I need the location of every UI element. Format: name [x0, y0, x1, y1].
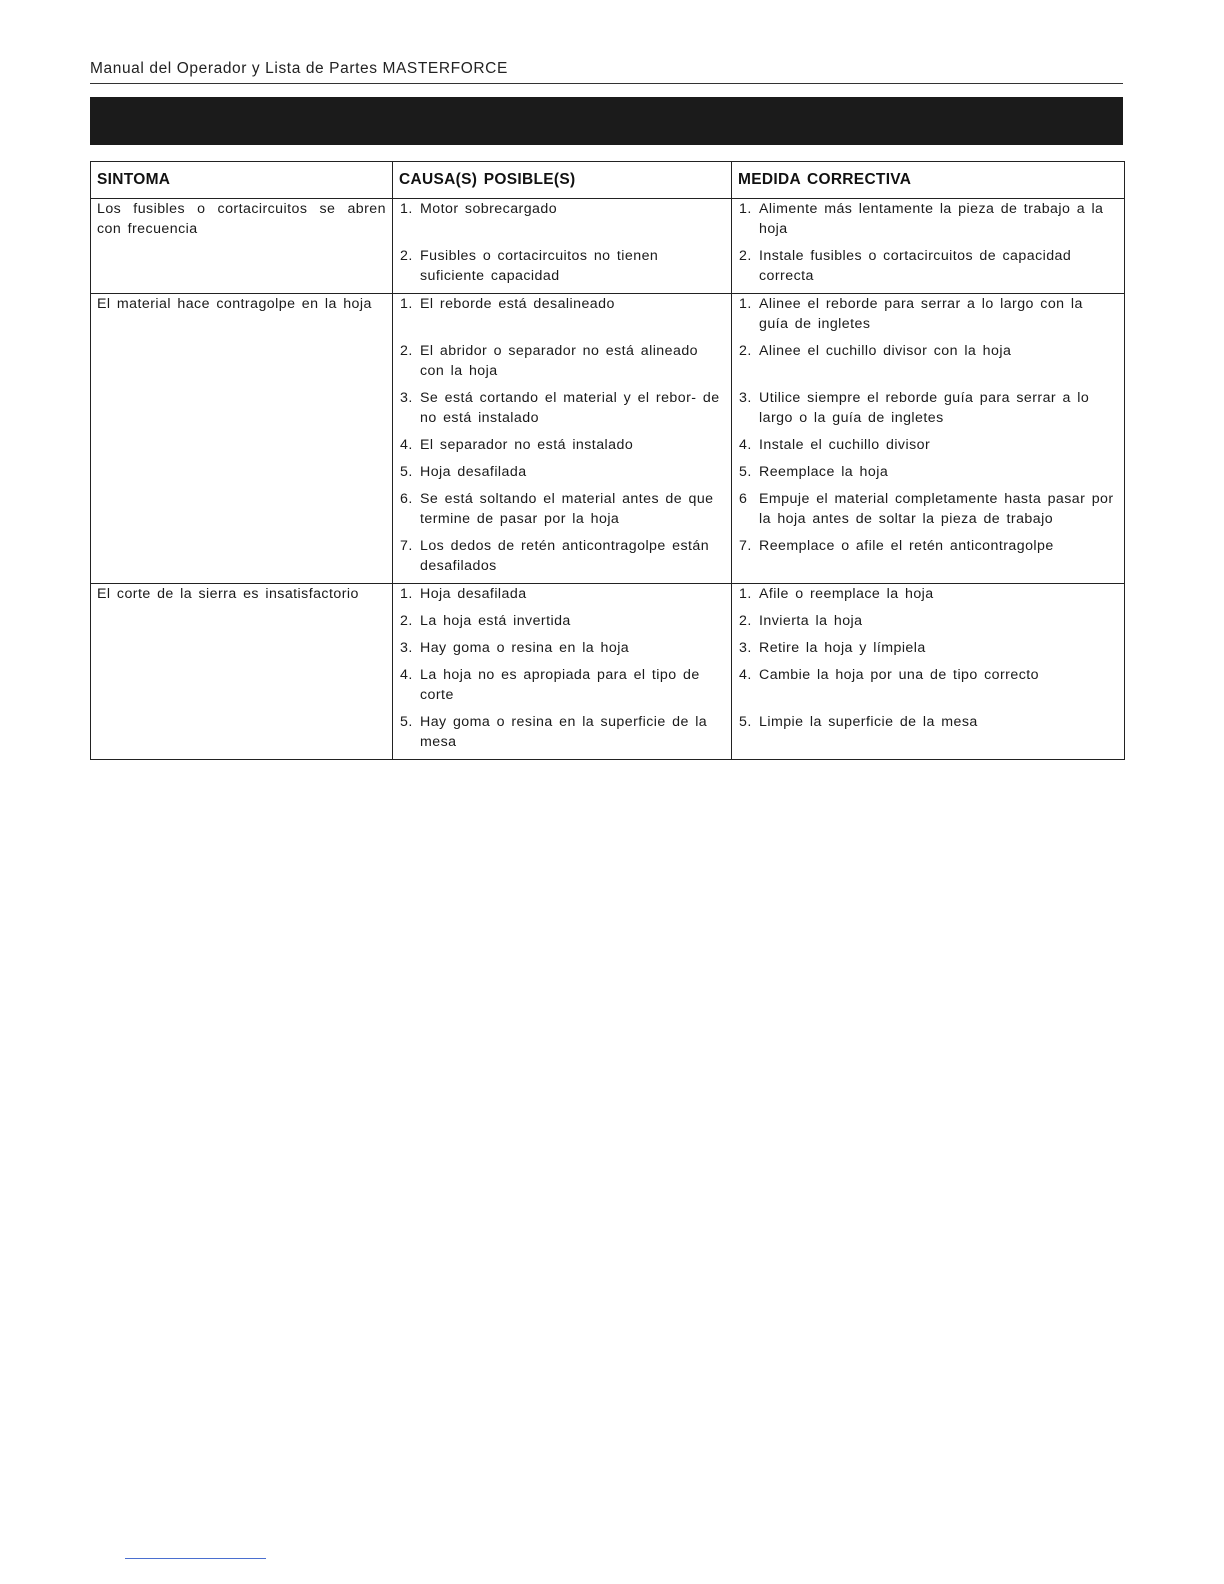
cause-item — [393, 462, 731, 489]
action-item-text: Cambie la hoja por una de tipo correcto — [759, 667, 1039, 683]
cause-item-text: Fusibles o cortacircuitos no tienen suficiente capacidad — [420, 248, 659, 284]
action-item-text: Empuje el material completamente hasta pasar por la hoja antes de soltar la pieza de trabajo — [759, 491, 1114, 527]
cause-cell — [393, 199, 732, 294]
symptom-text: El corte de la sierra es insatisfactorio — [97, 586, 359, 602]
cause-item-number: 1. — [400, 201, 413, 217]
cause-item-number: 2. — [400, 248, 413, 264]
cause-cell — [393, 294, 732, 584]
cause-item — [393, 246, 731, 293]
cause-item-number: 4. — [400, 667, 413, 683]
action-item-number: 1. — [739, 586, 752, 602]
action-item — [732, 638, 1124, 665]
column-header-action: MEDIDA CORRECTIVA — [732, 162, 1125, 199]
action-item-number: 3. — [739, 640, 752, 656]
action-item — [732, 294, 1124, 341]
cause-item-text: Se está cortando el material y el rebor- de no está instalado — [420, 390, 720, 426]
troubleshooting-table — [90, 161, 1125, 760]
table-body — [91, 199, 1125, 760]
action-item-number: 5. — [739, 464, 752, 480]
cause-item — [393, 489, 731, 536]
cause-item-number: 4. — [400, 437, 413, 453]
symptom-cell — [91, 199, 393, 294]
cause-item-number: 1. — [400, 586, 413, 602]
cause-item-number: 6. — [400, 491, 413, 507]
cause-item-number: 3. — [400, 390, 413, 406]
cause-item — [393, 199, 731, 246]
action-cell — [732, 199, 1125, 294]
action-item-number: 1. — [739, 296, 752, 312]
cause-item — [393, 712, 731, 759]
cause-item-number: 2. — [400, 613, 413, 629]
column-header-cause: CAUSA(S) POSIBLE(S) — [393, 162, 732, 199]
cause-item-text: Hoja desafilada — [420, 464, 527, 480]
action-item-text: Invierta la hoja — [759, 613, 863, 629]
action-item — [732, 712, 1124, 759]
cause-item-number: 7. — [400, 538, 413, 554]
cause-item-text: El reborde está desalineado — [420, 296, 615, 312]
action-item — [732, 584, 1124, 611]
action-item-number: 4. — [739, 437, 752, 453]
cause-item-text: Hay goma o resina en la hoja — [420, 640, 630, 656]
action-item — [732, 199, 1124, 246]
cause-item-number: 1. — [400, 296, 413, 312]
symptom-cell — [91, 584, 393, 760]
footer-link-underline — [125, 1558, 266, 1559]
action-item-number: 6 — [739, 491, 748, 507]
action-item — [732, 665, 1124, 712]
action-item — [732, 435, 1124, 462]
section-banner — [90, 97, 1123, 145]
cause-item — [393, 388, 731, 435]
action-item-text: Utilice siempre el reborde guía para serrar a lo largo o la guía de ingletes — [759, 390, 1090, 426]
action-item — [732, 536, 1124, 583]
cause-item-text: Se está soltando el material antes de que termine de pasar por la hoja — [420, 491, 714, 527]
cause-item — [393, 665, 731, 712]
action-item — [732, 611, 1124, 638]
cause-item — [393, 435, 731, 462]
header-divider — [90, 83, 1123, 84]
action-item-number: 2. — [739, 613, 752, 629]
action-item-number: 5. — [739, 714, 752, 730]
cause-item — [393, 584, 731, 611]
symptom-text: Los fusibles o cortacircuitos se abren con frecuencia — [97, 201, 386, 237]
action-item-text: Reemplace la hoja — [759, 464, 889, 480]
table-row — [91, 294, 1125, 584]
cause-item — [393, 294, 731, 341]
cause-item-text: La hoja está invertida — [420, 613, 571, 629]
column-header-symptom: SINTOMA — [91, 162, 393, 199]
cause-item-number: 3. — [400, 640, 413, 656]
cause-item-text: El separador no está instalado — [420, 437, 634, 453]
action-item — [732, 462, 1124, 489]
action-cell — [732, 294, 1125, 584]
action-item-text: Alinee el reborde para serrar a lo largo con la guía de ingletes — [759, 296, 1083, 332]
symptom-cell — [91, 294, 393, 584]
cause-item — [393, 536, 731, 583]
action-cell — [732, 584, 1125, 760]
action-item-text: Afile o reemplace la hoja — [759, 586, 934, 602]
cause-item — [393, 638, 731, 665]
action-item — [732, 246, 1124, 293]
action-item — [732, 489, 1124, 536]
cause-item-text: Los dedos de retén anticontragolpe están desafilados — [420, 538, 710, 574]
cause-item-number: 5. — [400, 714, 413, 730]
action-item-text: Alimente más lentamente la pieza de trabajo a la hoja — [759, 201, 1104, 237]
action-item-number: 3. — [739, 390, 752, 406]
action-item — [732, 388, 1124, 435]
action-item-number: 1. — [739, 201, 752, 217]
table-header-row — [91, 162, 1125, 199]
cause-item-text: Hay goma o resina en la superficie de la mesa — [420, 714, 708, 750]
action-item-text: Retire la hoja y límpiela — [759, 640, 926, 656]
action-item-number: 2. — [739, 343, 752, 359]
action-item-text: Alinee el cuchillo divisor con la hoja — [759, 343, 1012, 359]
action-item — [732, 341, 1124, 388]
cause-item-text: Motor sobrecargado — [420, 201, 558, 217]
cause-item-number: 2. — [400, 343, 413, 359]
symptom-text: El material hace contragolpe en la hoja — [97, 296, 372, 312]
action-item-text: Instale el cuchillo divisor — [759, 437, 931, 453]
cause-item-text: Hoja desafilada — [420, 586, 527, 602]
action-item-number: 4. — [739, 667, 752, 683]
cause-item-number: 5. — [400, 464, 413, 480]
cause-item — [393, 341, 731, 388]
action-item-text: Limpie la superficie de la mesa — [759, 714, 978, 730]
cause-item-text: El abridor o separador no está alineado con la hoja — [420, 343, 698, 379]
action-item-text: Instale fusibles o cortacircuitos de capacidad correcta — [759, 248, 1072, 284]
action-item-number: 2. — [739, 248, 752, 264]
cause-cell — [393, 584, 732, 760]
action-item-text: Reemplace o afile el retén anticontragolpe — [759, 538, 1054, 554]
action-item-number: 7. — [739, 538, 752, 554]
cause-item — [393, 611, 731, 638]
table-row — [91, 584, 1125, 760]
cause-item-text: La hoja no es apropiada para el tipo de corte — [420, 667, 700, 703]
table-row — [91, 199, 1125, 294]
running-header-title: Manual del Operador y Lista de Partes MASTERFORCE — [90, 60, 508, 77]
